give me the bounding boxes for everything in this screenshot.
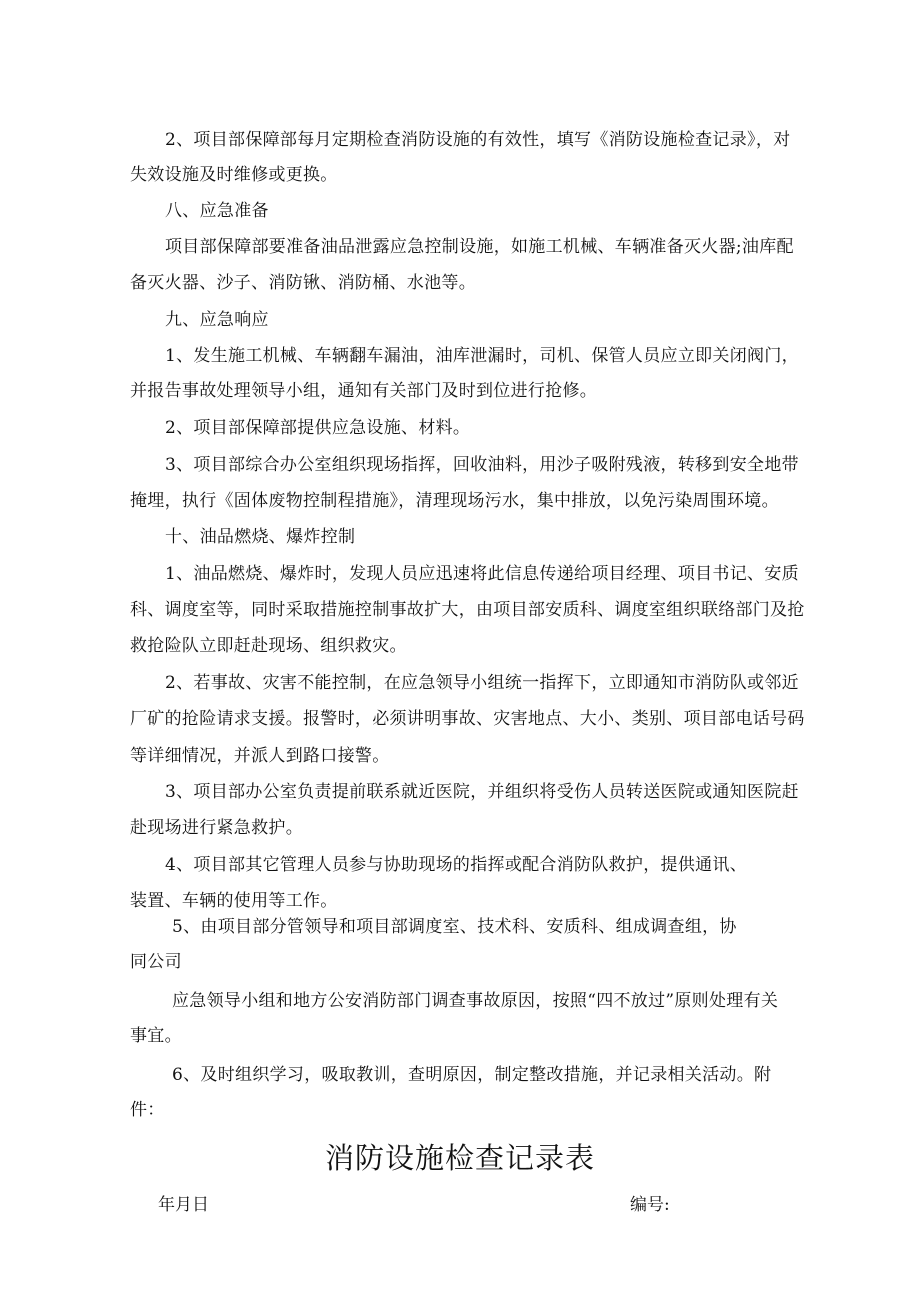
text-line: 厂矿的抢险请求支援。报警时，必须讲明事故、灾害地点、大小、类别、项目部电话号码 — [130, 709, 805, 729]
form-number-label: 编号: — [630, 1195, 670, 1215]
text-line: 赴现场进行紧急救护。 — [130, 818, 303, 838]
text-line: 项目部保障部要准备油品泄露应急控制设施，如施工机械、车辆准备灭火器;油库配 — [165, 237, 794, 257]
text-line: 装置、车辆的使用等工作。 — [130, 891, 338, 911]
text-line: 1、发生施工机械、车辆翻车漏油，油库泄漏时，司机、保管人员应立即关闭阀门， — [165, 346, 799, 366]
text-line: 科、调度室等，同时采取措施控制事故扩大，由项目部安质科、调度室组织联络部门及抢 — [130, 600, 805, 620]
text-line: 并报告事故处理领导小组，通知有关部门及时到位进行抢修。 — [130, 381, 598, 401]
text-line: 救抢险队立即赶赴现场、组织救灾。 — [130, 636, 407, 656]
text-line: 2、若事故、灾害不能控制，在应急领导小组统一指挥下，立即通知市消防队或邻近 — [165, 673, 799, 693]
text-line: 件： — [130, 1100, 165, 1120]
text-line: 失效设施及时维修或更换。 — [130, 165, 338, 185]
text-line: 备灭火器、沙子、消防锹、消防桶、水池等。 — [130, 273, 476, 293]
form-date-label: 年月日 — [158, 1195, 209, 1215]
text-line: 等详细情况，并派人到路口接警。 — [130, 746, 390, 766]
text-line: 3、项目部综合办公室组织现场指挥，回收油料，用沙子吸附残液，转移到安全地带 — [165, 455, 799, 475]
text-line: 5、由项目部分管领导和项目部调度室、技术科、安质科、组成调查组，协 — [172, 917, 737, 937]
text-line: 应急领导小组和地方公安消防部门调查事故原因，按照“四不放过”原则处理有关 — [172, 991, 779, 1011]
form-title: 消防设施检查记录表 — [324, 1141, 595, 1175]
text-line: 同公司 — [130, 952, 182, 972]
section-heading: 十、油品燃烧、爆炸控制 — [165, 527, 356, 547]
text-line: 6、及时组织学习，吸取教训，查明原因，制定整改措施，并记录相关活动。附 — [172, 1065, 772, 1085]
text-line: 4、项目部其它管理人员参与协助现场的指挥或配合消防队救护，提供通讯、 — [165, 855, 748, 875]
text-line: 2、项目部保障部提供应急设施、材料。 — [165, 418, 471, 438]
text-line: 2、项目部保障部每月定期检查消防设施的有效性，填写《消防设施检查记录》，对 — [165, 130, 791, 150]
text-line: 事宜。 — [130, 1026, 182, 1046]
section-heading: 八、应急准备 — [165, 201, 269, 221]
text-line: 掩埋，执行《固体废物控制程措施》，清理现场污水，集中排放，以免污染周围环境。 — [130, 491, 779, 511]
section-heading: 九、应急响应 — [165, 310, 269, 330]
text-line: 3、项目部办公室负责提前联系就近医院，并组织将受伤人员转送医院或通知医院赶 — [165, 782, 799, 802]
text-line: 1、油品燃烧、爆炸时，发现人员应迅速将此信息传递给项目经理、项目书记、安质 — [165, 564, 799, 584]
